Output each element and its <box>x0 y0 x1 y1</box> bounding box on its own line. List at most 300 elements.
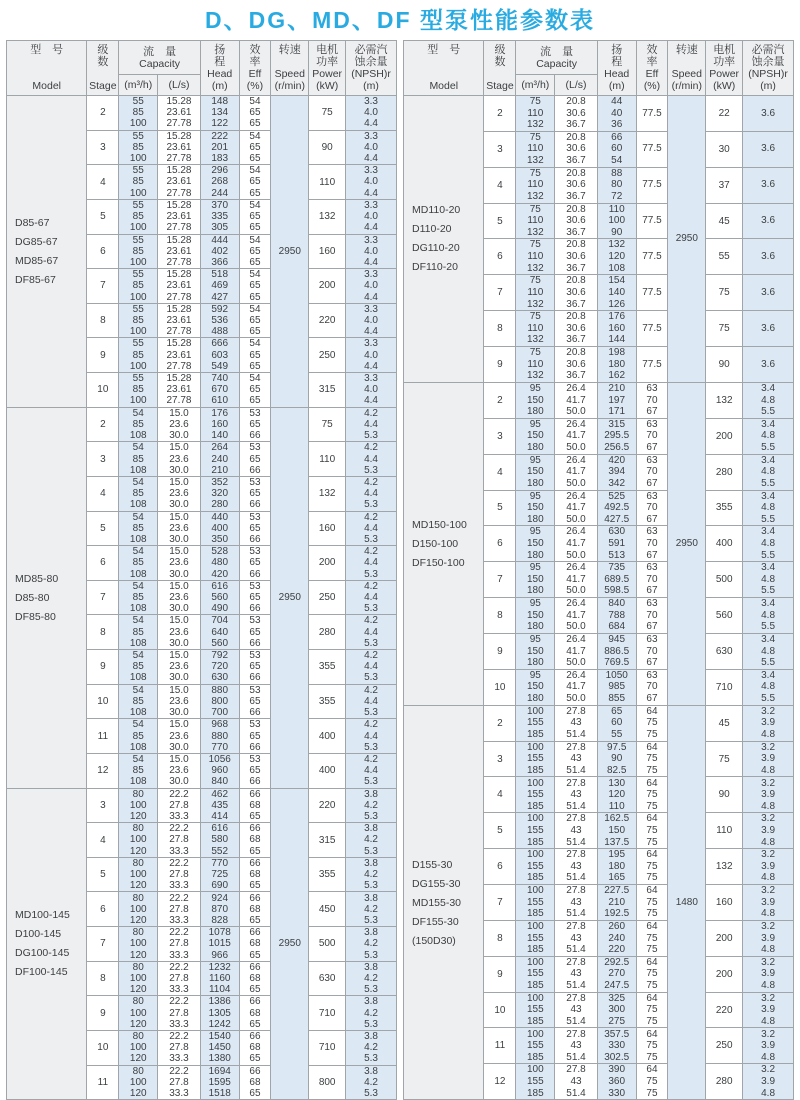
head-cell: 132 120 108 <box>597 239 636 275</box>
stage-cell: 7 <box>87 927 119 962</box>
capacity-m3h-cell: 54 85 108 <box>119 407 158 442</box>
power-cell: 90 <box>706 777 743 813</box>
npsh-cell: 3.2 3.9 4.8 <box>743 920 794 956</box>
capacity-m3h-cell: 100 155 185 <box>516 1028 555 1064</box>
npsh-cell: 3.6 <box>743 275 794 311</box>
head-cell: 176 160 144 <box>597 311 636 347</box>
eff-cell: 64 75 75 <box>636 920 668 956</box>
npsh-cell: 3.2 3.9 4.8 <box>743 992 794 1028</box>
head-cell: 1232 1160 1104 <box>200 961 239 996</box>
capacity-ls-cell: 27.8 43 51.4 <box>555 920 598 956</box>
capacity-m3h-cell: 95 150 180 <box>516 669 555 705</box>
head-cell: 740 670 610 <box>200 373 239 408</box>
capacity-ls-cell: 27.8 43 51.4 <box>555 813 598 849</box>
npsh-cell: 4.2 4.4 5.3 <box>346 511 397 546</box>
stage-cell: 5 <box>484 203 516 239</box>
header-stage: 级 数 Stage <box>484 41 516 96</box>
power-cell: 22 <box>706 96 743 132</box>
npsh-cell: 3.3 4.0 4.4 <box>346 373 397 408</box>
power-cell: 200 <box>309 269 346 304</box>
capacity-ls-cell: 15.0 23.6 30.0 <box>158 442 201 477</box>
model-cell: MD100-145 D100-145 DG100-145 DF100-145 <box>7 788 87 1100</box>
stage-cell: 10 <box>87 1030 119 1065</box>
npsh-cell: 4.2 4.4 5.3 <box>346 615 397 650</box>
stage-cell: 5 <box>484 490 516 526</box>
power-cell: 55 <box>706 239 743 275</box>
capacity-ls-cell: 22.2 27.8 33.3 <box>158 996 201 1031</box>
stage-cell: 2 <box>484 96 516 132</box>
npsh-cell: 3.8 4.2 5.3 <box>346 961 397 996</box>
model-section <box>7 96 397 408</box>
stage-cell: 7 <box>484 885 516 921</box>
capacity-m3h-cell: 75 110 132 <box>516 203 555 239</box>
eff-cell: 53 65 66 <box>239 650 271 685</box>
power-cell: 45 <box>706 203 743 239</box>
stage-cell: 11 <box>87 1065 119 1100</box>
stage-cell: 9 <box>484 633 516 669</box>
capacity-m3h-cell: 80 100 120 <box>119 1065 158 1100</box>
capacity-m3h-cell: 55 85 100 <box>119 130 158 165</box>
table-header <box>7 41 397 96</box>
capacity-ls-cell: 15.0 23.6 30.0 <box>158 580 201 615</box>
head-cell: 420 394 342 <box>597 454 636 490</box>
power-cell: 110 <box>706 813 743 849</box>
eff-cell: 66 68 65 <box>239 823 271 858</box>
head-cell: 260 240 220 <box>597 920 636 956</box>
power-cell: 400 <box>706 526 743 562</box>
power-cell: 560 <box>706 598 743 634</box>
head-cell: 1694 1595 1518 <box>200 1065 239 1100</box>
page-title: D、DG、MD、DF 型泵性能参数表 <box>205 7 595 33</box>
npsh-cell: 3.2 3.9 4.8 <box>743 956 794 992</box>
eff-cell: 63 70 67 <box>636 598 668 634</box>
eff-cell: 53 65 66 <box>239 753 271 788</box>
capacity-m3h-cell: 95 150 180 <box>516 418 555 454</box>
capacity-ls-cell: 22.2 27.8 33.3 <box>158 1065 201 1100</box>
eff-cell: 66 68 65 <box>239 1065 271 1100</box>
speed-cell: 1480 <box>668 705 706 1100</box>
capacity-ls-cell: 27.8 43 51.4 <box>555 777 598 813</box>
eff-cell: 66 68 65 <box>239 1030 271 1065</box>
eff-cell: 63 70 67 <box>636 454 668 490</box>
stage-cell: 5 <box>484 813 516 849</box>
capacity-ls-cell: 15.0 23.6 30.0 <box>158 511 201 546</box>
stage-cell: 3 <box>87 788 119 823</box>
capacity-ls-cell: 22.2 27.8 33.3 <box>158 857 201 892</box>
power-cell: 710 <box>706 669 743 705</box>
stage-cell: 10 <box>484 669 516 705</box>
power-cell: 90 <box>706 347 743 383</box>
head-cell: 770 725 690 <box>200 857 239 892</box>
stage-row <box>7 788 397 823</box>
eff-cell: 66 68 65 <box>239 892 271 927</box>
npsh-cell: 3.6 <box>743 167 794 203</box>
capacity-ls-cell: 26.4 41.7 50.0 <box>555 633 598 669</box>
head-cell: 370 335 305 <box>200 199 239 234</box>
power-cell: 37 <box>706 167 743 203</box>
stage-cell: 10 <box>484 992 516 1028</box>
head-cell: 97.5 90 82.5 <box>597 741 636 777</box>
stage-cell: 9 <box>87 338 119 373</box>
head-cell: 154 140 126 <box>597 275 636 311</box>
capacity-ls-cell: 27.8 43 51.4 <box>555 705 598 741</box>
eff-cell: 63 70 67 <box>636 382 668 418</box>
head-cell: 840 788 684 <box>597 598 636 634</box>
stage-cell: 8 <box>87 615 119 650</box>
power-cell: 500 <box>309 927 346 962</box>
speed-cell: 2950 <box>271 788 309 1100</box>
power-cell: 75 <box>706 311 743 347</box>
eff-cell: 53 65 66 <box>239 442 271 477</box>
eff-cell: 64 75 75 <box>636 1028 668 1064</box>
power-cell: 200 <box>706 956 743 992</box>
eff-cell: 63 70 67 <box>636 562 668 598</box>
stage-cell: 5 <box>87 199 119 234</box>
power-cell: 220 <box>309 788 346 823</box>
capacity-m3h-cell: 75 110 132 <box>516 347 555 383</box>
npsh-cell: 3.2 3.9 4.8 <box>743 777 794 813</box>
capacity-ls-cell: 27.8 43 51.4 <box>555 956 598 992</box>
capacity-ls-cell: 15.28 23.61 27.78 <box>158 338 201 373</box>
capacity-m3h-cell: 55 85 100 <box>119 269 158 304</box>
power-cell: 355 <box>309 857 346 892</box>
pump-table-right <box>403 40 794 1100</box>
eff-cell: 66 68 65 <box>239 788 271 823</box>
header-capacity-ls: (L/s) <box>555 75 598 96</box>
power-cell: 315 <box>309 373 346 408</box>
head-cell: 592 536 488 <box>200 303 239 338</box>
eff-cell: 54 65 65 <box>239 373 271 408</box>
eff-cell: 53 65 66 <box>239 684 271 719</box>
capacity-ls-cell: 22.2 27.8 33.3 <box>158 788 201 823</box>
model-cell: MD150-100 D150-100 DF150-100 <box>404 382 484 705</box>
power-cell: 250 <box>309 580 346 615</box>
capacity-ls-cell: 15.28 23.61 27.78 <box>158 199 201 234</box>
header-speed: 转速 Speed (r/min) <box>668 41 706 96</box>
capacity-ls-cell: 22.2 27.8 33.3 <box>158 1030 201 1065</box>
capacity-ls-cell: 22.2 27.8 33.3 <box>158 823 201 858</box>
npsh-cell: 3.8 4.2 5.3 <box>346 1030 397 1065</box>
capacity-ls-cell: 20.8 30.6 36.7 <box>555 131 598 167</box>
eff-cell: 64 75 75 <box>636 956 668 992</box>
power-cell: 45 <box>706 705 743 741</box>
npsh-cell: 3.4 4.8 5.5 <box>743 669 794 705</box>
npsh-cell: 3.8 4.2 5.3 <box>346 927 397 962</box>
eff-cell: 64 75 75 <box>636 849 668 885</box>
stage-cell: 3 <box>87 442 119 477</box>
npsh-cell: 3.2 3.9 4.8 <box>743 813 794 849</box>
eff-cell: 77.5 <box>636 347 668 383</box>
stage-cell: 10 <box>87 684 119 719</box>
head-cell: 195 180 165 <box>597 849 636 885</box>
stage-row <box>404 382 794 418</box>
eff-cell: 53 65 66 <box>239 580 271 615</box>
eff-cell: 53 65 66 <box>239 476 271 511</box>
head-cell: 198 180 162 <box>597 347 636 383</box>
header-stage: 级 数 Stage <box>87 41 119 96</box>
capacity-ls-cell: 15.0 23.6 30.0 <box>158 615 201 650</box>
stage-cell: 8 <box>87 961 119 996</box>
power-cell: 75 <box>706 741 743 777</box>
head-cell: 148 134 122 <box>200 96 239 131</box>
capacity-ls-cell: 26.4 41.7 50.0 <box>555 598 598 634</box>
head-cell: 616 560 490 <box>200 580 239 615</box>
npsh-cell: 3.3 4.0 4.4 <box>346 199 397 234</box>
capacity-ls-cell: 15.0 23.6 30.0 <box>158 684 201 719</box>
power-cell: 250 <box>309 338 346 373</box>
eff-cell: 54 65 65 <box>239 303 271 338</box>
capacity-ls-cell: 15.0 23.6 30.0 <box>158 753 201 788</box>
capacity-m3h-cell: 80 100 120 <box>119 996 158 1031</box>
model-cell: D85-67 DG85-67 MD85-67 DF85-67 <box>7 96 87 408</box>
capacity-ls-cell: 26.4 41.7 50.0 <box>555 382 598 418</box>
capacity-m3h-cell: 55 85 100 <box>119 234 158 269</box>
npsh-cell: 3.2 3.9 4.8 <box>743 849 794 885</box>
stage-row <box>7 96 397 131</box>
header-model: 型 号 Model <box>7 41 87 96</box>
npsh-cell: 3.3 4.0 4.4 <box>346 303 397 338</box>
power-cell: 710 <box>309 1030 346 1065</box>
head-cell: 1386 1305 1242 <box>200 996 239 1031</box>
model-section <box>404 96 794 383</box>
head-cell: 462 435 414 <box>200 788 239 823</box>
power-cell: 400 <box>309 753 346 788</box>
npsh-cell: 3.3 4.0 4.4 <box>346 96 397 131</box>
head-cell: 518 469 427 <box>200 269 239 304</box>
power-cell: 200 <box>309 546 346 581</box>
stage-cell: 6 <box>484 849 516 885</box>
head-cell: 65 60 55 <box>597 705 636 741</box>
npsh-cell: 3.4 4.8 5.5 <box>743 633 794 669</box>
eff-cell: 63 70 67 <box>636 526 668 562</box>
capacity-m3h-cell: 54 85 108 <box>119 546 158 581</box>
capacity-m3h-cell: 55 85 100 <box>119 303 158 338</box>
capacity-m3h-cell: 100 155 185 <box>516 1064 555 1100</box>
header-eff: 效 率 Eff (%) <box>239 41 271 96</box>
stage-cell: 8 <box>484 311 516 347</box>
capacity-m3h-cell: 100 155 185 <box>516 813 555 849</box>
eff-cell: 77.5 <box>636 131 668 167</box>
model-section <box>7 788 397 1100</box>
power-cell: 132 <box>706 849 743 885</box>
header-power: 电机 功率 Power (kW) <box>309 41 346 96</box>
head-cell: 315 295.5 256.5 <box>597 418 636 454</box>
head-cell: 945 886.5 769.5 <box>597 633 636 669</box>
power-cell: 132 <box>309 199 346 234</box>
power-cell: 200 <box>706 920 743 956</box>
eff-cell: 54 65 65 <box>239 338 271 373</box>
capacity-m3h-cell: 80 100 120 <box>119 823 158 858</box>
capacity-ls-cell: 15.28 23.61 27.78 <box>158 96 201 131</box>
power-cell: 160 <box>309 234 346 269</box>
eff-cell: 53 65 66 <box>239 615 271 650</box>
capacity-ls-cell: 20.8 30.6 36.7 <box>555 311 598 347</box>
npsh-cell: 3.4 4.8 5.5 <box>743 418 794 454</box>
npsh-cell: 3.8 4.2 5.3 <box>346 788 397 823</box>
power-cell: 75 <box>706 275 743 311</box>
capacity-m3h-cell: 100 155 185 <box>516 956 555 992</box>
power-cell: 630 <box>706 633 743 669</box>
power-cell: 220 <box>309 303 346 338</box>
npsh-cell: 4.2 4.4 5.3 <box>346 719 397 754</box>
head-cell: 735 689.5 598.5 <box>597 562 636 598</box>
npsh-cell: 3.4 4.8 5.5 <box>743 562 794 598</box>
npsh-cell: 3.4 4.8 5.5 <box>743 598 794 634</box>
eff-cell: 66 68 65 <box>239 857 271 892</box>
capacity-ls-cell: 27.8 43 51.4 <box>555 1028 598 1064</box>
speed-cell: 2950 <box>668 382 706 705</box>
head-cell: 352 320 280 <box>200 476 239 511</box>
head-cell: 130 120 110 <box>597 777 636 813</box>
capacity-ls-cell: 26.4 41.7 50.0 <box>555 490 598 526</box>
capacity-ls-cell: 27.8 43 51.4 <box>555 885 598 921</box>
stage-cell: 9 <box>87 996 119 1031</box>
npsh-cell: 4.2 4.4 5.3 <box>346 684 397 719</box>
header-capacity-m3h: (m³/h) <box>516 75 555 96</box>
head-cell: 1540 1450 1380 <box>200 1030 239 1065</box>
capacity-m3h-cell: 100 155 185 <box>516 849 555 885</box>
eff-cell: 54 65 65 <box>239 199 271 234</box>
power-cell: 200 <box>706 418 743 454</box>
stage-cell: 6 <box>87 234 119 269</box>
npsh-cell: 3.3 4.0 4.4 <box>346 338 397 373</box>
header-power: 电机 功率 Power (kW) <box>706 41 743 96</box>
eff-cell: 77.5 <box>636 275 668 311</box>
stage-cell: 4 <box>87 823 119 858</box>
npsh-cell: 4.2 4.4 5.3 <box>346 476 397 511</box>
eff-cell: 64 75 75 <box>636 705 668 741</box>
npsh-cell: 3.6 <box>743 131 794 167</box>
stage-cell: 6 <box>87 546 119 581</box>
eff-cell: 54 65 65 <box>239 96 271 131</box>
stage-cell: 3 <box>484 741 516 777</box>
stage-cell: 6 <box>484 526 516 562</box>
speed-cell: 2950 <box>271 96 309 408</box>
eff-cell: 77.5 <box>636 311 668 347</box>
header-head: 扬 程 Head (m) <box>597 41 636 96</box>
power-cell: 400 <box>309 719 346 754</box>
header-npsh: 必需汽 蚀余量 (NPSH)r (m) <box>346 41 397 96</box>
capacity-m3h-cell: 100 155 185 <box>516 920 555 956</box>
capacity-m3h-cell: 80 100 120 <box>119 892 158 927</box>
eff-cell: 77.5 <box>636 167 668 203</box>
pump-table-left <box>6 40 397 1100</box>
capacity-m3h-cell: 80 100 120 <box>119 961 158 996</box>
capacity-m3h-cell: 54 85 108 <box>119 615 158 650</box>
capacity-m3h-cell: 100 155 185 <box>516 705 555 741</box>
capacity-m3h-cell: 100 155 185 <box>516 777 555 813</box>
power-cell: 160 <box>309 511 346 546</box>
header-capacity-m3h: (m³/h) <box>119 75 158 96</box>
npsh-cell: 3.3 4.0 4.4 <box>346 269 397 304</box>
capacity-ls-cell: 20.8 30.6 36.7 <box>555 239 598 275</box>
stage-cell: 6 <box>87 892 119 927</box>
npsh-cell: 3.6 <box>743 239 794 275</box>
head-cell: 88 80 72 <box>597 167 636 203</box>
head-cell: 630 591 513 <box>597 526 636 562</box>
stage-cell: 9 <box>484 347 516 383</box>
stage-cell: 12 <box>484 1064 516 1100</box>
head-cell: 528 480 420 <box>200 546 239 581</box>
npsh-cell: 3.6 <box>743 311 794 347</box>
capacity-ls-cell: 15.28 23.61 27.78 <box>158 130 201 165</box>
capacity-m3h-cell: 55 85 100 <box>119 165 158 200</box>
npsh-cell: 3.8 4.2 5.3 <box>346 996 397 1031</box>
eff-cell: 53 65 66 <box>239 511 271 546</box>
head-cell: 227.5 210 192.5 <box>597 885 636 921</box>
head-cell: 292.5 270 247.5 <box>597 956 636 992</box>
capacity-ls-cell: 15.28 23.61 27.78 <box>158 165 201 200</box>
npsh-cell: 4.2 4.4 5.3 <box>346 546 397 581</box>
capacity-ls-cell: 20.8 30.6 36.7 <box>555 347 598 383</box>
capacity-m3h-cell: 95 150 180 <box>516 490 555 526</box>
head-cell: 296 268 244 <box>200 165 239 200</box>
head-cell: 924 870 828 <box>200 892 239 927</box>
npsh-cell: 3.4 4.8 5.5 <box>743 490 794 526</box>
header-model: 型 号 Model <box>404 41 484 96</box>
power-cell: 75 <box>309 96 346 131</box>
capacity-ls-cell: 22.2 27.8 33.3 <box>158 892 201 927</box>
capacity-m3h-cell: 95 150 180 <box>516 562 555 598</box>
capacity-ls-cell: 26.4 41.7 50.0 <box>555 669 598 705</box>
head-cell: 616 580 552 <box>200 823 239 858</box>
head-cell: 162.5 150 137.5 <box>597 813 636 849</box>
capacity-ls-cell: 15.28 23.61 27.78 <box>158 373 201 408</box>
stage-cell: 8 <box>87 303 119 338</box>
capacity-ls-cell: 15.0 23.6 30.0 <box>158 476 201 511</box>
capacity-ls-cell: 20.8 30.6 36.7 <box>555 167 598 203</box>
head-cell: 792 720 630 <box>200 650 239 685</box>
capacity-m3h-cell: 80 100 120 <box>119 788 158 823</box>
eff-cell: 66 68 65 <box>239 961 271 996</box>
capacity-ls-cell: 26.4 41.7 50.0 <box>555 454 598 490</box>
capacity-m3h-cell: 75 110 132 <box>516 239 555 275</box>
power-cell: 110 <box>309 442 346 477</box>
npsh-cell: 3.3 4.0 4.4 <box>346 130 397 165</box>
eff-cell: 64 75 75 <box>636 885 668 921</box>
capacity-m3h-cell: 54 85 108 <box>119 650 158 685</box>
stage-cell: 6 <box>484 239 516 275</box>
npsh-cell: 3.4 4.8 5.5 <box>743 382 794 418</box>
model-cell: D155-30 DG155-30 MD155-30 DF155-30 (150D30) <box>404 705 484 1100</box>
capacity-ls-cell: 22.2 27.8 33.3 <box>158 927 201 962</box>
capacity-m3h-cell: 75 110 132 <box>516 311 555 347</box>
capacity-ls-cell: 26.4 41.7 50.0 <box>555 526 598 562</box>
model-cell: MD110-20 D110-20 DG110-20 DF110-20 <box>404 96 484 383</box>
header-capacity: 流 量 Capacity <box>516 41 597 75</box>
power-cell: 75 <box>309 407 346 442</box>
header-capacity-ls: (L/s) <box>158 75 201 96</box>
header-capacity: 流 量 Capacity <box>119 41 201 75</box>
eff-cell: 64 75 75 <box>636 1064 668 1100</box>
head-cell: 44 40 36 <box>597 96 636 132</box>
npsh-cell: 4.2 4.4 5.3 <box>346 650 397 685</box>
head-cell: 704 640 560 <box>200 615 239 650</box>
capacity-ls-cell: 26.4 41.7 50.0 <box>555 562 598 598</box>
eff-cell: 63 70 67 <box>636 633 668 669</box>
capacity-m3h-cell: 54 85 108 <box>119 442 158 477</box>
eff-cell: 54 65 65 <box>239 234 271 269</box>
header-head: 扬 程 Head (m) <box>200 41 239 96</box>
stage-cell: 5 <box>87 857 119 892</box>
eff-cell: 63 70 67 <box>636 490 668 526</box>
capacity-ls-cell: 26.4 41.7 50.0 <box>555 418 598 454</box>
npsh-cell: 3.2 3.9 4.8 <box>743 1028 794 1064</box>
npsh-cell: 3.6 <box>743 96 794 132</box>
model-cell: MD85-80 D85-80 DF85-80 <box>7 407 87 788</box>
head-cell: 880 800 700 <box>200 684 239 719</box>
head-cell: 176 160 140 <box>200 407 239 442</box>
